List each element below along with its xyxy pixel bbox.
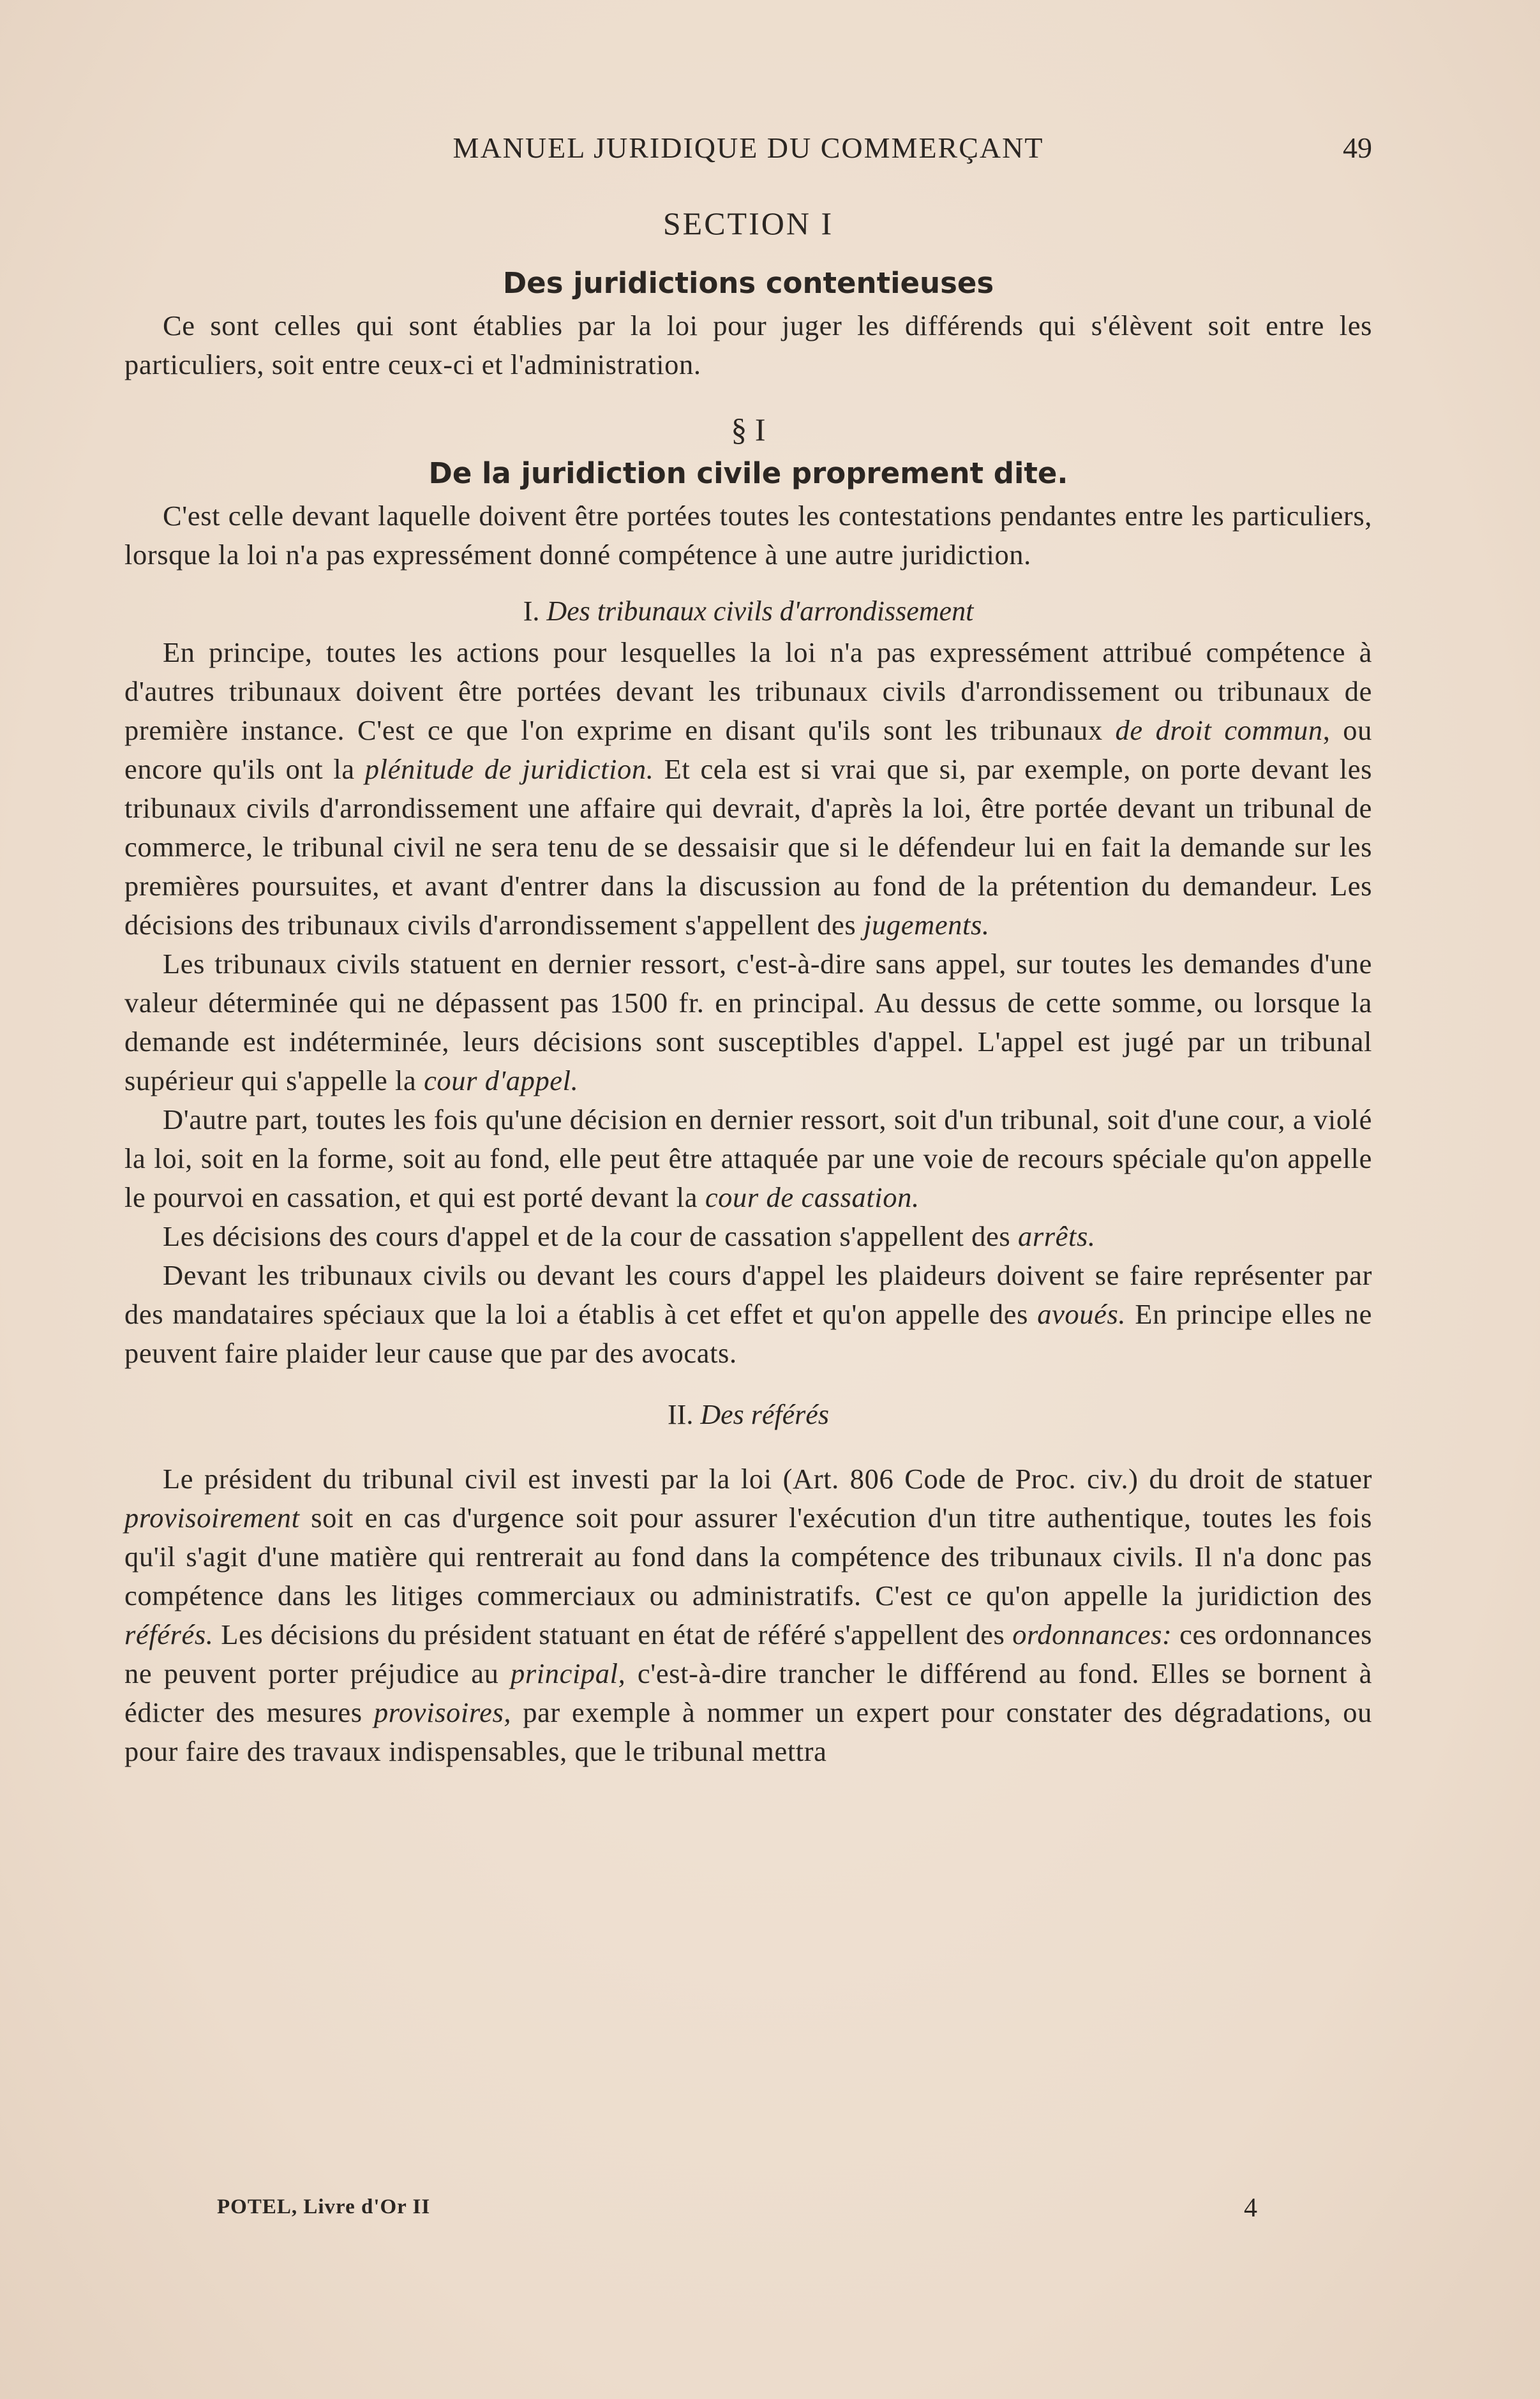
footer-signature-number: 4 xyxy=(1244,2193,1257,2223)
part1-paragraph-1: En principe, toutes les actions pour lesquelles la loi n'a pas expressément attribué compétence à d'autres tribunaux doivent être portées devant les tribunaux civils d'arrondissement ou tribunaux de première instance. C'est ce que l'on exprime en disant qu'ils sont les tribunaux de droit commun, ou encore qu'ils ont la plénitude de juridiction. Et cela est si vrai que si, par exemple, on porte devant les tribunaux civils d'arrondissement une affaire qui devrait, d'après la loi, être portée devant un tribunal de commerce, le tribunal civil ne sera tenu de se dessaisir que si le défendeur lui en fait la demande sur les premières poursuites, et avant d'entrer dans la discussion au fond de la prétention du demandeur. Les décisions des tribunaux civils d'arrondissement s'appellent des jugements. xyxy=(124,636,1372,941)
part1-title: Des tribunaux civils d'arrondissement xyxy=(546,595,974,627)
part1-paragraph-4: Les décisions des cours d'appel et de la cour de cassation s'appellent des arrêts. xyxy=(163,1220,1096,1252)
section-label: SECTION I xyxy=(662,206,834,241)
subsection-intro: C'est celle devant laquelle doivent être portées toutes les contestations pendantes entre les particuliers, lorsque la loi n'a pas expressément donné compétence à une autre juridiction. xyxy=(124,500,1372,571)
part2-title: Des référés xyxy=(700,1399,829,1430)
page-content xyxy=(124,204,1372,1771)
part2-numeral: II. xyxy=(668,1399,694,1430)
part2-paragraph-1: Le président du tribunal civil est investi par la loi (Art. 806 Code de Proc. civ.) du droit de statuer provisoirement soit en cas d'urgence soit pour assurer l'exécution d'un titre authentique, toutes les fois qu'il s'agit d'une matière qui rentrerait au fond dans la compétence des tribunaux civils. Il n'a donc pas compétence dans les litiges commerciaux ou administratifs. C'est ce qu'on appelle la juridiction des référés. Les décisions du président statuant en état de référé s'appellent des ordonnances: ces ordonnances ne peuvent porter préjudice au principal, c'est-à-dire trancher le différend au fond. Elles se bornent à édicter des mesures provisoires, par exemple à nommer un expert pour constater des dégradations, ou pour faire des travaux indispensables, que le tribunal mettra xyxy=(124,1463,1373,1767)
part1-numeral: I. xyxy=(523,595,540,627)
running-title: MANUEL JURIDIQUE DU COMMERÇANT xyxy=(452,131,1044,164)
page-footer xyxy=(217,2195,1257,2234)
section-title: Des juridictions contentieuses xyxy=(502,266,994,300)
footer-signature: POTEL, Livre d'Or II xyxy=(217,2195,431,2218)
section-intro: Ce sont celles qui sont établies par la loi pour juger les différends qui s'élèvent soit entre les particuliers, soit entre ceux-ci et l'administration. xyxy=(124,310,1372,380)
subsection-title: De la juridiction civile proprement dite. xyxy=(428,456,1068,490)
part1-paragraph-2: Les tribunaux civils statuent en dernier ressort, c'est-à-dire sans appel, sur toutes les demandes d'une valeur déterminée qui ne dépassent pas 1500 fr. en principal. Au dessus de cette somme, ou lorsque la demande est indéterminée, leurs décisions sont susceptibles d'appel. L'appel est jugé par un tribunal supérieur qui s'appelle la cour d'appel. xyxy=(124,948,1372,1096)
part1-paragraph-3: D'autre part, toutes les fois qu'une décision en dernier ressort, soit d'un tribunal, soit d'une cour, a violé la loi, soit en la forme, soit au fond, elle peut être attaquée par une voie de recours spéciale qu'on appelle le pourvoi en cassation, et qui est porté devant la cour de cassation. xyxy=(124,1103,1372,1213)
part1-heading xyxy=(124,592,1372,631)
part2-heading xyxy=(124,1396,1372,1434)
page-number: 49 xyxy=(1343,131,1372,164)
part1-paragraph-5: Devant les tribunaux civils ou devant les cours d'appel les plaideurs doivent se faire représenter par des mandataires spéciaux que la loi a établis à cet effet et qu'on appelle des avoués. En principe elles ne peuvent faire plaider leur cause que par des avocats. xyxy=(124,1259,1372,1369)
paragraph-sign: § I xyxy=(731,412,766,447)
running-header xyxy=(124,131,1372,169)
